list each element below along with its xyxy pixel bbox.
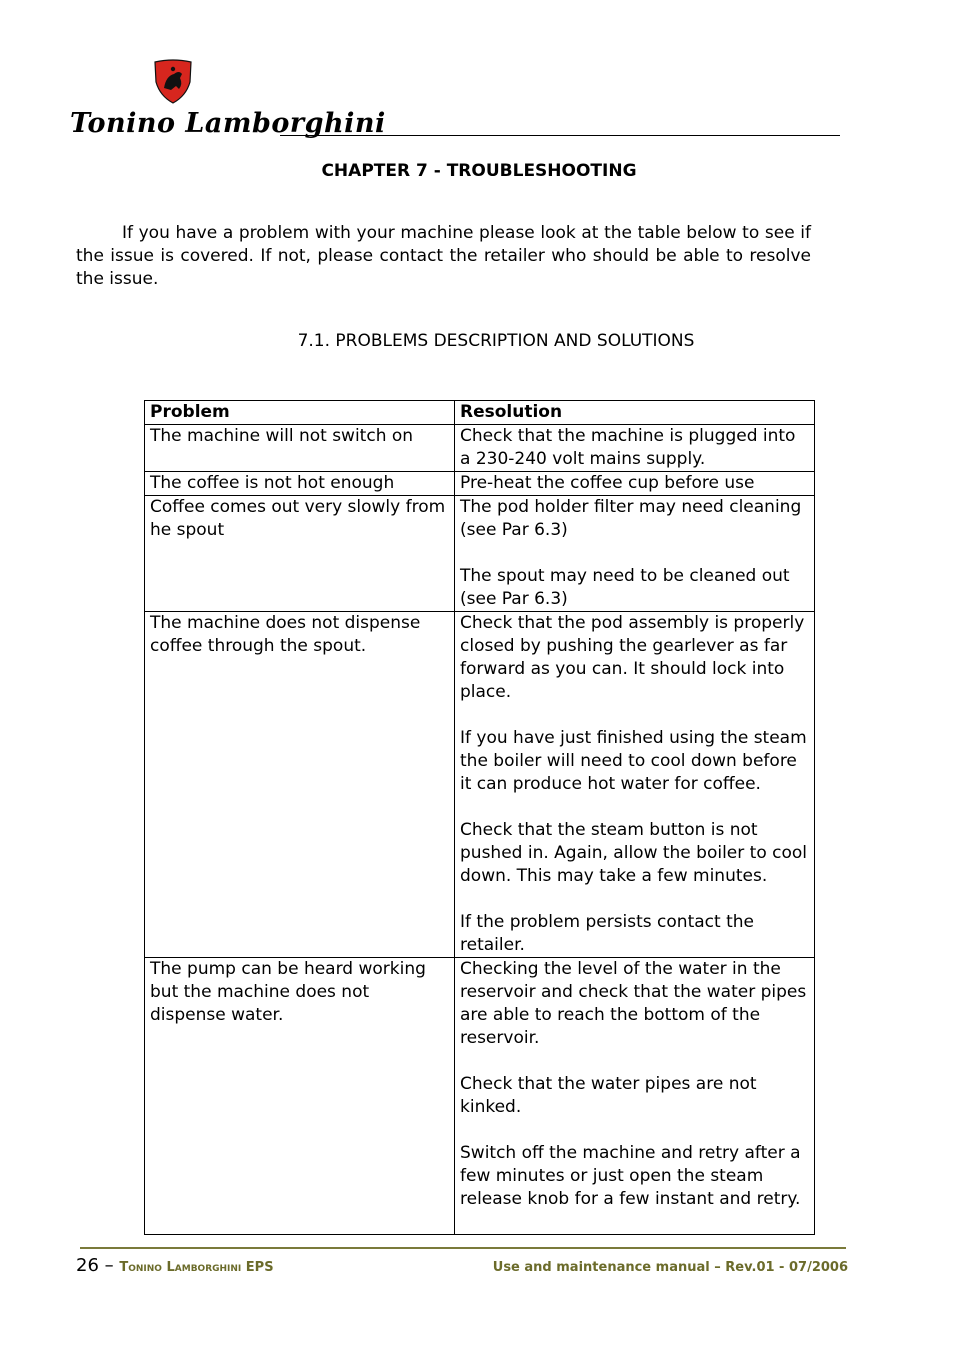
problem-cell: The pump can be heard working but the machine does not dispense water. [145,958,455,1235]
brand-wordmark: Tonino Lamborghini [70,108,386,139]
table-row [145,496,815,612]
table-row [145,612,815,958]
footer-page-label [76,1255,274,1276]
problem-cell: The machine does not dispense coffee through the spout. [145,612,455,958]
resolution-text: If the problem persists contact the retailer. [460,912,754,955]
resolution-text: If you have just finished using the steam the boiler will need to cool down before it can produce hot water for coffee. [460,728,807,794]
resolution-text: Check that the pod assembly is properly closed by pushing the gearlever as far forward as you can. It should lock into place. [460,613,805,702]
resolution-text: The pod holder filter may need cleaning (see Par 6.3) [460,497,802,540]
table-row [145,958,815,1235]
resolution-cell [455,958,815,1235]
resolution-text: The spout may need to be cleaned out (see Par 6.3) [460,566,790,609]
resolution-text: Pre-heat the coffee cup before use [460,473,755,493]
resolution-text: Check that the water pipes are not kinked. [460,1074,757,1117]
troubleshooting-table [144,400,815,1235]
resolution-cell [455,612,815,958]
intro-paragraph: If you have a problem with your machine please look at the table below to see if the issue is covered. If not, please contact the retailer who should be able to resolve the issue. [76,223,811,289]
footer-brand: Tonino Lamborghini EPS [119,1260,274,1275]
table-row [145,425,815,472]
section-title: 7.1. PROBLEMS DESCRIPTION AND SOLUTIONS [297,331,695,351]
table-row [145,472,815,496]
chapter-title: CHAPTER 7 - TROUBLESHOOTING [321,161,637,181]
problem-cell: The coffee is not hot enough [145,472,455,496]
resolution-cell [455,472,815,496]
resolution-text: Check that the steam button is not pushed in. Again, allow the boiler to cool down. This may take a few minutes. [460,820,808,886]
lamborghini-shield-logo [152,58,194,104]
page-number: 26 – [76,1255,114,1276]
header-resolution: Resolution [455,401,815,425]
footer-manual-revision: Use and maintenance manual – Rev.01 - 07/2006 [492,1260,848,1275]
resolution-text: Switch off the machine and retry after a few minutes or just open the steam release knob for a few instant and retry. [460,1143,801,1209]
resolution-text: Check that the machine is plugged into a 230-240 volt mains supply. [460,426,796,469]
table-header-row [145,401,815,425]
problem-cell: Coffee comes out very slowly from he spout [145,496,455,612]
problem-cell: The machine will not switch on [145,425,455,472]
footer-rule [80,1247,846,1249]
resolution-cell [455,425,815,472]
resolution-text: Checking the level of the water in the reservoir and check that the water pipes are able to reach the bottom of the reservoir. [460,959,807,1048]
header-problem: Problem [145,401,455,425]
resolution-cell [455,496,815,612]
header-rule [280,135,840,136]
